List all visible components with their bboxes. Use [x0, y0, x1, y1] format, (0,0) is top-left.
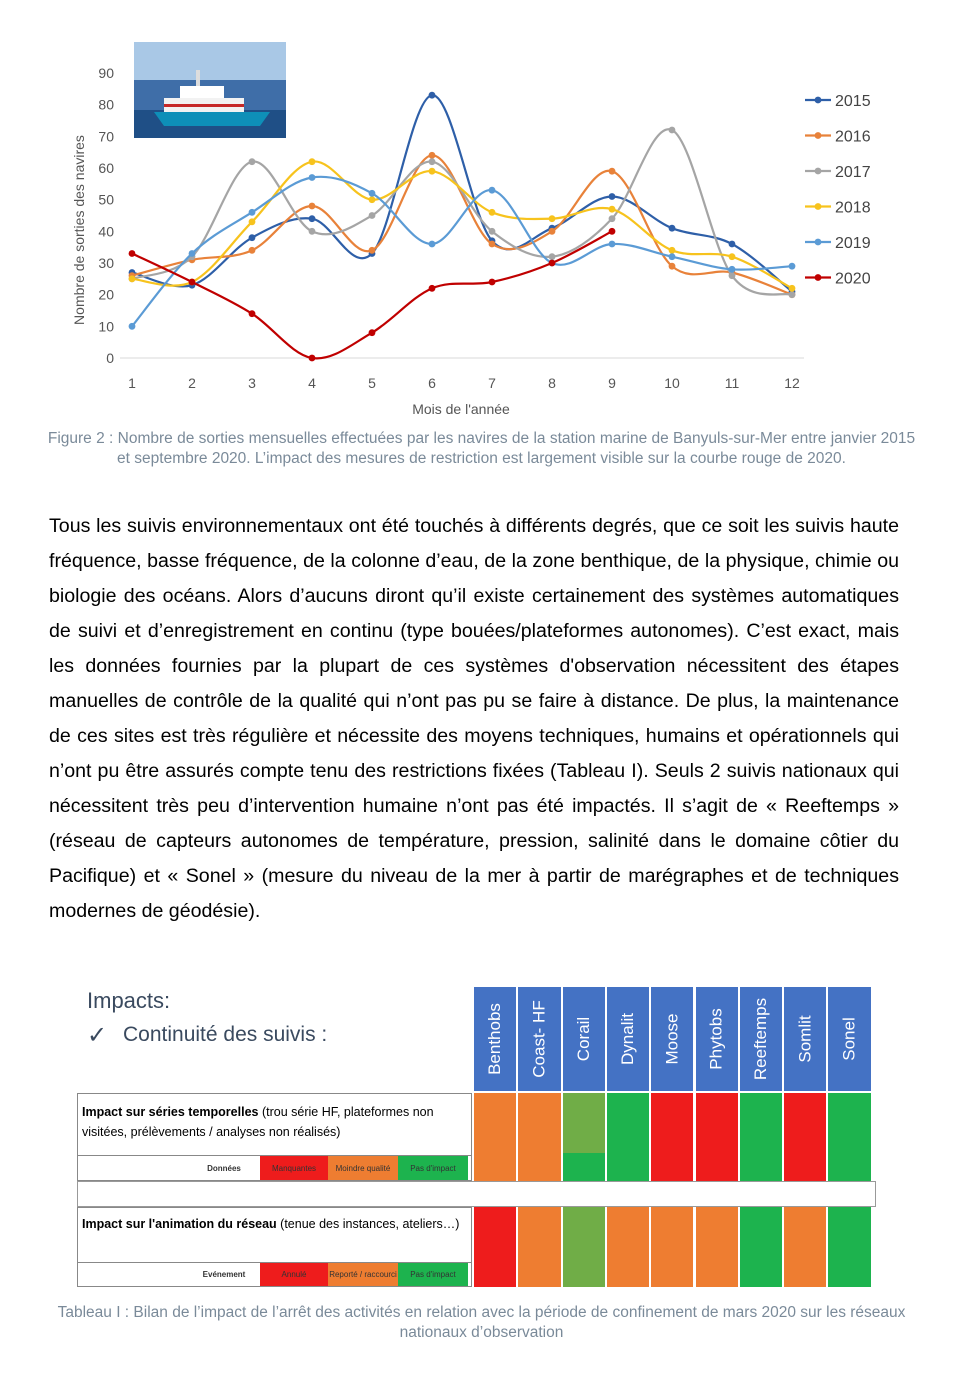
x-axis-label: Mois de l'année: [412, 401, 510, 417]
row2-cell-sonel: [828, 1207, 870, 1287]
row2-cell-corail: [563, 1207, 605, 1287]
row1-cell-dynalit: [607, 1093, 649, 1181]
network-header-coasthf: [518, 987, 560, 1091]
data-point-2016: [369, 247, 376, 254]
network-name: Phytobs: [706, 1008, 726, 1070]
data-point-2019: [729, 266, 736, 273]
data-point-2017: [669, 127, 676, 134]
network-header-dynalit: [607, 987, 649, 1091]
data-point-2018: [729, 253, 736, 260]
network-name: Sonel: [839, 1017, 859, 1061]
row1-cell-phytobs: [696, 1093, 738, 1181]
x-tick-label: 4: [308, 375, 316, 391]
x-tick-label: 1: [128, 375, 136, 391]
row1-cell-corail-upper: [563, 1093, 605, 1153]
legend-label-2015: 2015: [835, 93, 871, 110]
legend-marker-2019: [815, 239, 822, 246]
network-name: Corail: [573, 1016, 593, 1062]
data-point-2017: [369, 212, 376, 219]
x-tick-label: 7: [488, 375, 496, 391]
x-tick-label: 10: [664, 375, 680, 391]
data-point-2017: [489, 228, 496, 235]
legend-marker-2016: [815, 132, 822, 139]
data-point-2018: [309, 158, 316, 165]
data-point-2019: [249, 209, 256, 216]
row2-cell-dynalit: [607, 1207, 649, 1287]
legend-label-2020: 2020: [835, 270, 871, 288]
data-point-2020: [549, 260, 556, 267]
row1-legend-title: Données: [207, 1163, 241, 1173]
x-tick-label: 5: [368, 375, 376, 391]
y-tick-label: 90: [98, 65, 114, 81]
y-tick-label: 10: [98, 318, 114, 335]
row2-cell-reeftemps: [740, 1207, 782, 1287]
data-point-2017: [609, 215, 616, 222]
row2-label-rest: (tenue des instances, ateliers…): [276, 1217, 460, 1231]
row1-legend-lower-quality: Moindre qualité: [328, 1156, 398, 1180]
row1-cell-reeftemps: [740, 1093, 782, 1181]
boat-photo: [134, 42, 286, 138]
legend-label-2018: 2018: [835, 199, 871, 217]
network-header-moose: [651, 987, 693, 1091]
x-tick-label: 11: [724, 375, 740, 391]
row-separator: [77, 1181, 876, 1207]
data-point-2019: [489, 187, 496, 194]
network-name: Dynalit: [618, 1013, 638, 1065]
row1-cell-somlit: [784, 1093, 826, 1181]
data-point-2020: [189, 279, 196, 286]
row1-cell-corail-lower: [563, 1153, 605, 1181]
row1-label-box: [77, 1093, 472, 1181]
table-title-impacts: Impacts:: [87, 988, 171, 1013]
row2-legend-postponed: Reporté / raccourci: [328, 1263, 398, 1286]
data-point-2015: [249, 234, 256, 241]
legend-marker-2017: [815, 168, 822, 175]
y-tick-label: 20: [98, 286, 114, 303]
data-point-2017: [729, 272, 736, 279]
legend-label-2016: 2016: [835, 128, 871, 146]
table-1-caption: Tableau I : Bilan de l’impact de l’arrêt des activités en relation avec la période de confinement de mars 2020 sur les réseaux nationaux d’observation: [57, 1304, 906, 1341]
row2-legend-no-impact: Pas d'impact: [398, 1263, 468, 1286]
row2-cell-somlit: [784, 1207, 826, 1287]
x-tick-label: 12: [784, 375, 800, 391]
series-line-2017: [132, 129, 792, 294]
data-point-2019: [429, 241, 436, 248]
row2-cell-coasthf: [518, 1207, 560, 1287]
data-point-2018: [429, 168, 436, 175]
data-point-2016: [249, 247, 256, 254]
network-name: Coast- HF: [529, 1000, 549, 1078]
row2-cell-benthobs: [474, 1207, 516, 1287]
network-header-phytobs: [696, 987, 738, 1091]
data-point-2019: [189, 250, 196, 257]
body-paragraph: Tous les suivis environnementaux ont été touchés à différents degrés, que ce soit les suivis haute fréquence, basse fréquence, de la colonne d’eau, de la zone benthique, de la physique, chimie ou biologie des océans. Alors d’aucuns diront qu’il existe certainement des systèmes automatiques de suivi et d’enregistrement en continu (type bouées/plateformes autonomes). C’est exact, mais les données fournies par la plupart de ces systèmes d'observation nécessitent des étapes manuelles de contrôle de la qualité qui n’ont pas pu se faire à distance. De plus, la maintenance de ces sites est très régulière et nécessite des moyens techniques, humains et opérationnels qui n’ont pu être assurés compte tenu des restrictions fixées (Tableau I). Seuls 2 suivis nationaux qui nécessitent très peu d’intervention humaine n’ont pas été impactés. Il s’agit de « Reeftemps » (réseau de capteurs autonomes de température, pression, salinité dans le domaine côtier du Pacifique) et « Sonel » (mesure du niveau de la mer à partir de marégraphes et de techniques modernes de géodésie).: [49, 515, 899, 922]
row2-label: [82, 1214, 464, 1234]
boat-trips-line-chart: [60, 40, 910, 425]
data-point-2020: [429, 285, 436, 292]
network-name: Somlit: [795, 1015, 815, 1063]
network-header-sonel: [828, 987, 870, 1091]
check-icon: ✓: [87, 1022, 108, 1049]
data-point-2020: [129, 250, 136, 257]
series-line-2019: [132, 177, 792, 327]
y-tick-label: 80: [98, 96, 114, 113]
data-point-2016: [309, 203, 316, 210]
network-header-benthobs: [474, 987, 516, 1091]
row2-legend-cancelled: Annulé: [260, 1263, 328, 1286]
row2-label-bold: Impact sur l'animation du réseau: [82, 1217, 277, 1231]
row1-cell-sonel: [828, 1093, 870, 1181]
y-axis-label: Nombre de sorties des navires: [71, 135, 87, 325]
legend-marker-2018: [815, 203, 822, 210]
data-point-2019: [369, 190, 376, 197]
data-point-2016: [549, 228, 556, 235]
data-point-2019: [609, 241, 616, 248]
impact-table: [75, 983, 877, 1288]
row1-cell-benthobs: [474, 1093, 516, 1181]
row1-legend-no-impact: Pas d'impact: [398, 1156, 468, 1180]
data-point-2015: [309, 215, 316, 222]
data-point-2020: [489, 279, 496, 286]
data-point-2020: [249, 310, 256, 317]
data-point-2018: [369, 196, 376, 203]
data-point-2016: [609, 168, 616, 175]
x-tick-label: 8: [548, 375, 556, 391]
data-point-2018: [609, 206, 616, 213]
row1-cell-coasthf: [518, 1093, 560, 1181]
data-point-2018: [549, 215, 556, 222]
legend-marker-2020: [815, 274, 822, 281]
data-point-2017: [249, 158, 256, 165]
network-name: Benthobs: [485, 1003, 505, 1075]
figure-2-caption: Figure 2 : Nombre de sorties mensuelles effectuées par les navires de la station marine de Banyuls-sur-Mer entre janvier 2015 et septembre 2020. L’impact des mesures de restriction est largement visible sur la courbe rouge de 2020.: [47, 430, 916, 467]
network-header-somlit: [784, 987, 826, 1091]
row1-cell-moose: [651, 1093, 693, 1181]
data-point-2017: [429, 158, 436, 165]
y-tick-label: 50: [98, 191, 114, 208]
data-point-2018: [669, 247, 676, 254]
data-point-2019: [669, 253, 676, 260]
data-point-2018: [489, 209, 496, 216]
data-point-2018: [249, 218, 256, 225]
legend-marker-2015: [815, 97, 822, 104]
data-point-2019: [309, 174, 316, 181]
row1-legend-missing: Manquantes: [260, 1156, 328, 1180]
data-point-2020: [609, 228, 616, 235]
data-point-2017: [549, 253, 556, 260]
row1-label-bold: Impact sur séries temporelles: [82, 1105, 259, 1119]
data-point-2016: [669, 263, 676, 270]
body-text: [49, 509, 899, 929]
data-point-2015: [609, 193, 616, 200]
data-point-2015: [669, 225, 676, 232]
row1-label-rest: (trou série HF, plateformes non visitées, prélèvements / analyses non réalisés): [82, 1105, 434, 1139]
network-header-reeftemps: [740, 987, 782, 1091]
y-tick-label: 30: [98, 255, 114, 271]
data-point-2016: [429, 152, 436, 159]
row2-cell-phytobs: [696, 1207, 738, 1287]
data-point-2016: [489, 241, 496, 248]
x-tick-label: 2: [188, 375, 196, 391]
data-point-2018: [129, 275, 136, 282]
row1-label: [82, 1102, 464, 1142]
network-header-corail: [563, 987, 605, 1091]
table-title-box: [75, 983, 470, 1091]
table-title-continuity: Continuité des suivis :: [123, 1023, 328, 1046]
y-tick-label: 70: [98, 128, 114, 145]
x-tick-label: 3: [248, 375, 256, 391]
x-tick-label: 9: [608, 375, 616, 391]
y-tick-label: 60: [98, 160, 114, 176]
y-tick-label: 40: [98, 223, 114, 240]
network-name: Moose: [662, 1013, 682, 1065]
data-point-2019: [789, 263, 796, 270]
data-point-2018: [789, 285, 796, 292]
row2-legend-title: Evénement: [202, 1270, 246, 1279]
data-point-2015: [729, 241, 736, 248]
data-point-2020: [369, 329, 376, 336]
network-name: Reeftemps: [750, 997, 770, 1081]
row2-label-box: [77, 1207, 472, 1287]
data-point-2015: [429, 92, 436, 99]
data-point-2017: [309, 228, 316, 235]
data-point-2020: [309, 355, 316, 362]
y-tick-label: 0: [106, 350, 114, 366]
data-point-2019: [129, 323, 136, 330]
legend-label-2017: 2017: [835, 164, 871, 181]
legend-label-2019: 2019: [835, 235, 871, 252]
row2-cell-moose: [651, 1207, 693, 1287]
data-point-2017: [789, 291, 796, 298]
x-tick-label: 6: [428, 375, 436, 391]
